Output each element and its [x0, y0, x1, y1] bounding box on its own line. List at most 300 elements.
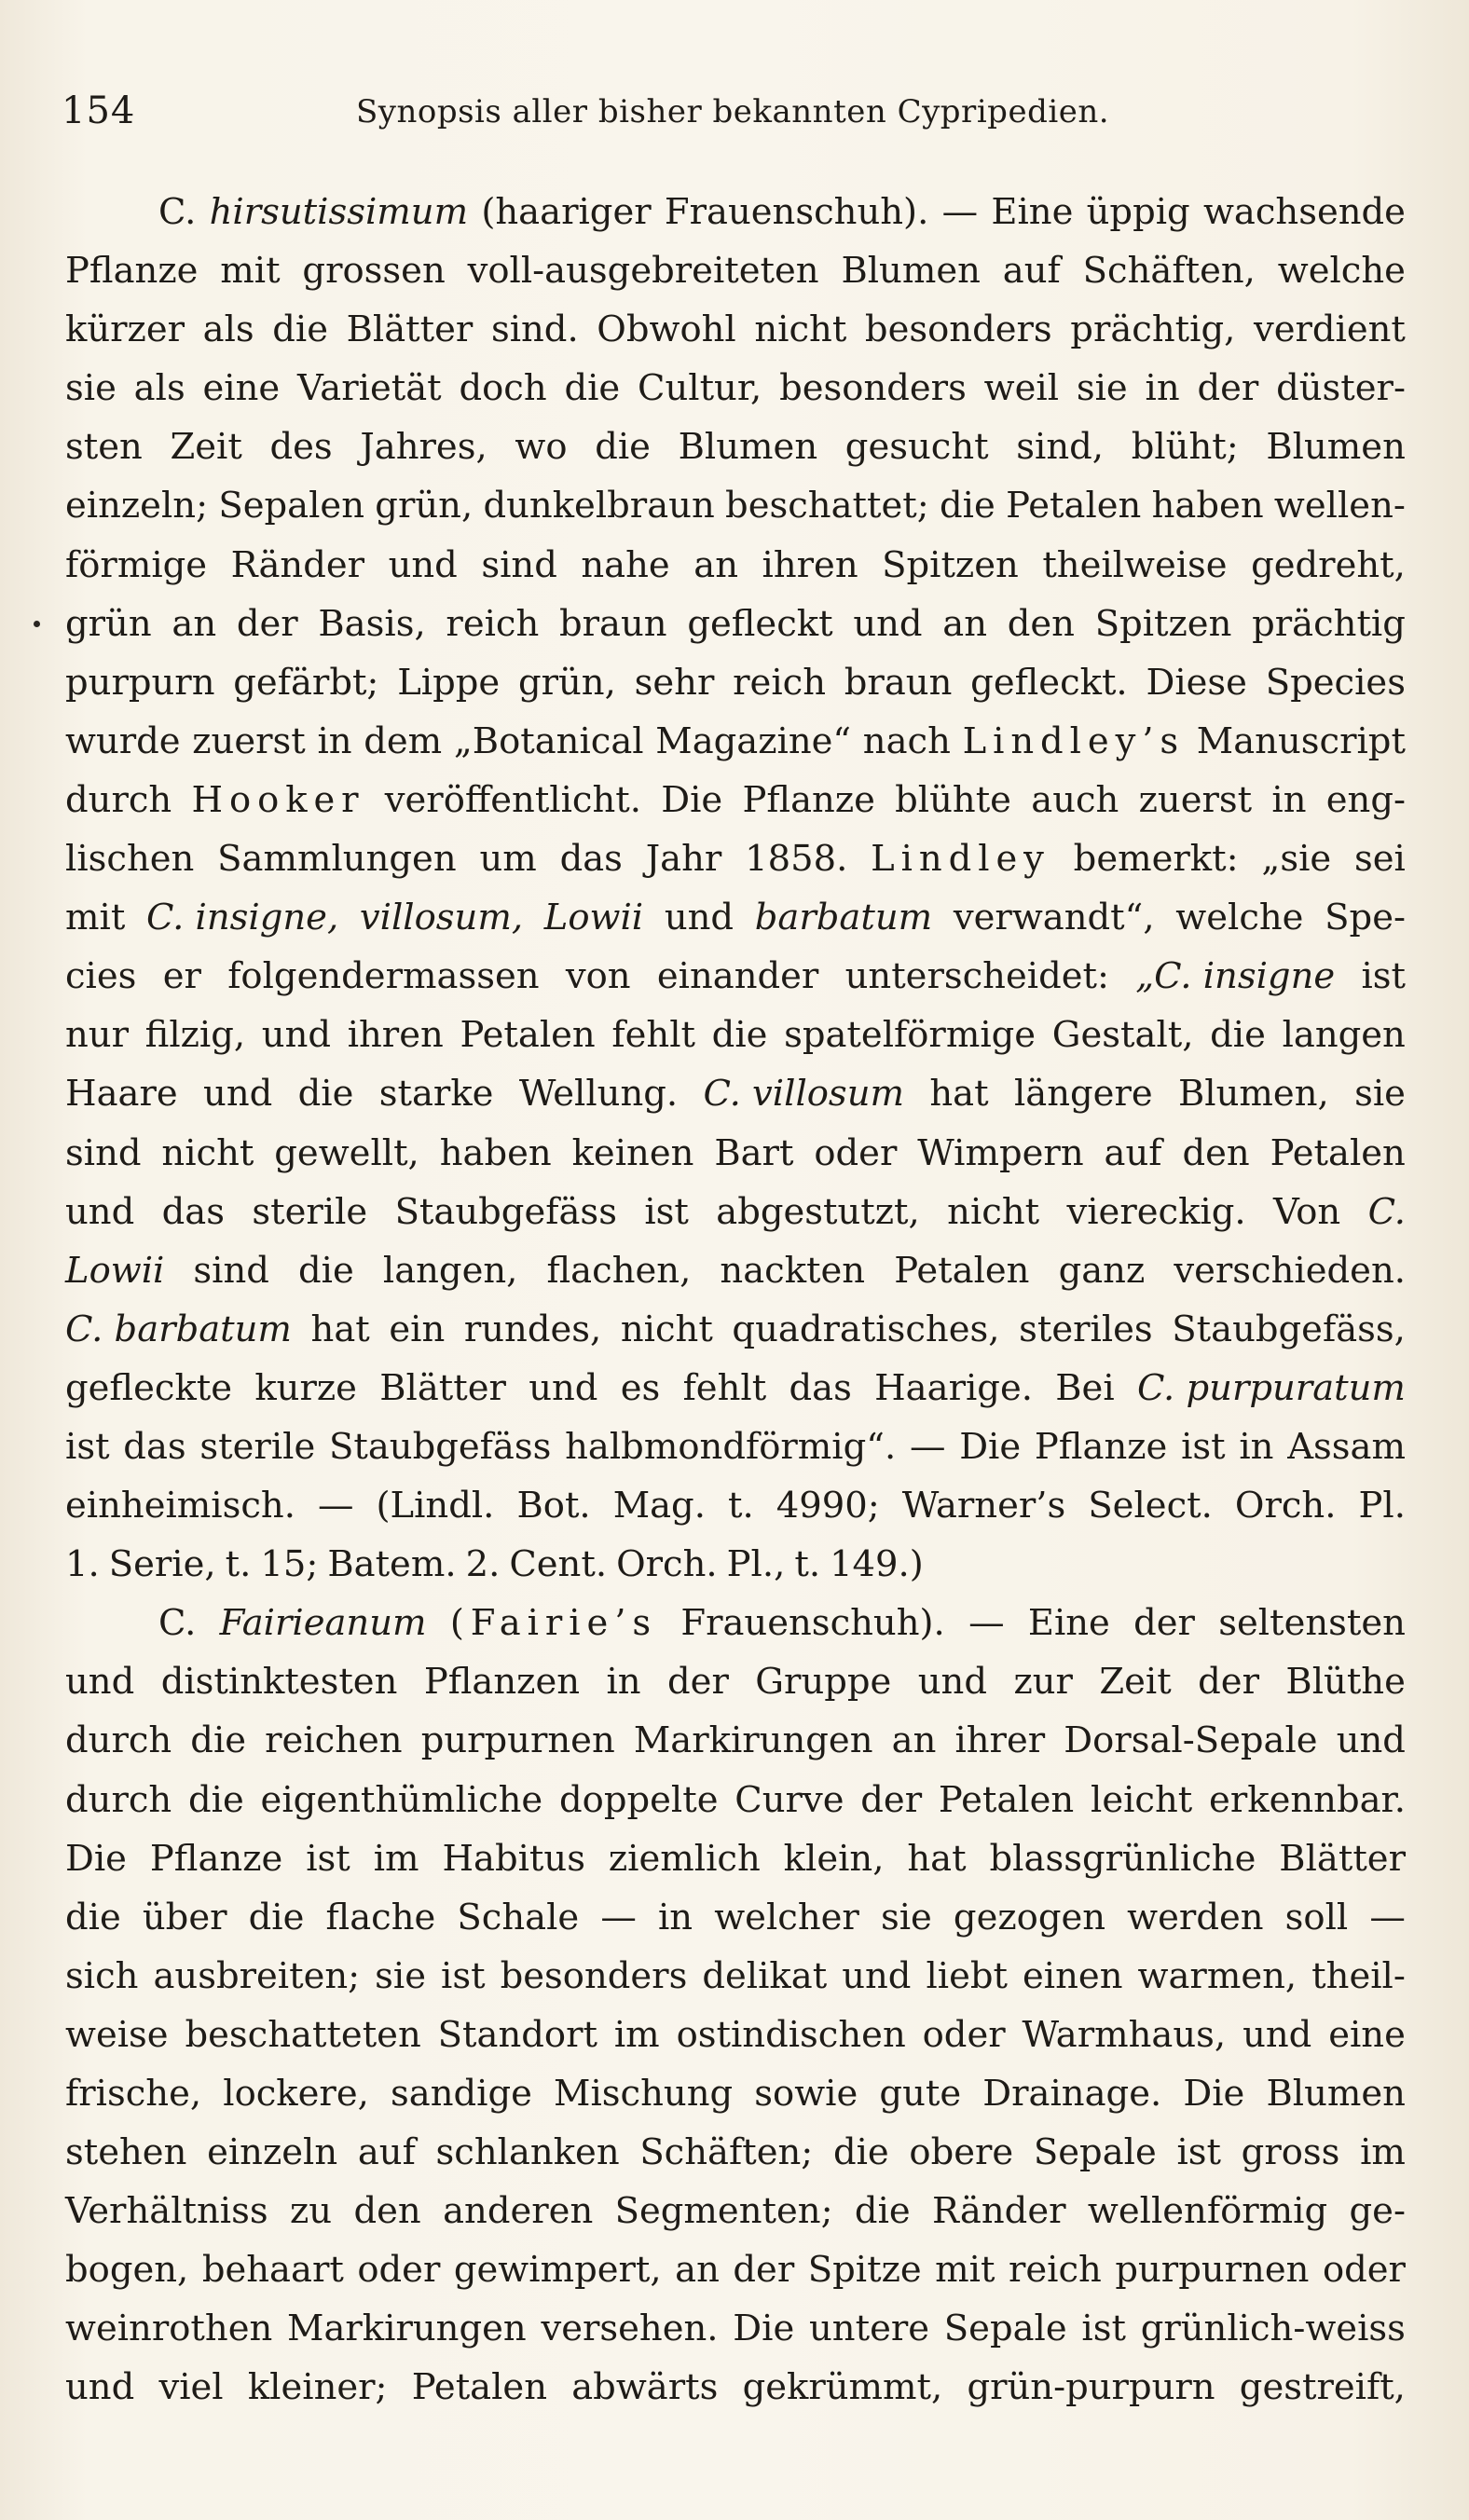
text-word: prächtig,: [1070, 308, 1236, 351]
text-word: Segmenten;: [614, 2190, 833, 2233]
text-word: Bart: [714, 1131, 794, 1174]
text-word: die: [297, 1073, 354, 1116]
text-word: Petalen: [411, 2366, 548, 2409]
text-word: düster-: [1276, 367, 1406, 410]
text-word: Sepale: [1033, 2131, 1157, 2174]
text-word: „sie: [1261, 838, 1332, 881]
text-word: Blumen: [841, 250, 981, 293]
text-word: Lindley’s: [962, 719, 1186, 762]
text-word: viereckig.: [1066, 1190, 1246, 1233]
text-word: besonders: [864, 308, 1052, 351]
text-word: „C. insigne: [1135, 955, 1336, 998]
text-word: cies: [65, 955, 137, 998]
text-word: mit: [935, 2249, 995, 2292]
text-word: folgendermassen: [227, 955, 540, 998]
page-header: [62, 89, 1404, 145]
text-word: gewimpert,: [453, 2249, 662, 2292]
text-word: in: [657, 1896, 693, 1938]
text-word: verwandt“,: [953, 897, 1155, 939]
text-word: Die: [1183, 2073, 1245, 2115]
text-word: Schale: [457, 1896, 580, 1938]
text-word: oder: [922, 2013, 1006, 2056]
text-line: [65, 1064, 1406, 1123]
text-line: [65, 1359, 1406, 1418]
text-word: Orch.: [616, 1543, 718, 1586]
text-word: sie: [375, 1954, 427, 1997]
text-word: filzig,: [144, 1014, 246, 1057]
text-word: stehen: [65, 2131, 187, 2174]
text-word: grossen: [302, 250, 446, 293]
text-word: distinktesten: [160, 1661, 398, 1704]
text-line: [65, 1888, 1406, 1947]
text-word: an: [693, 543, 738, 586]
text-word: dunkelbraun: [483, 485, 715, 527]
text-word: zur: [1013, 1661, 1073, 1704]
text-word: und: [388, 543, 458, 586]
margin-dot: [34, 621, 40, 627]
text-word: braun: [559, 602, 667, 645]
text-word: Frauenschuh).: [664, 191, 929, 233]
text-word: das: [789, 1366, 852, 1409]
text-word: „Botanical: [453, 719, 644, 762]
text-word: halbmondförmig“.: [565, 1425, 897, 1468]
text-line: [65, 712, 1406, 771]
text-word: Serie,: [108, 1543, 216, 1586]
text-word: sei: [1354, 838, 1406, 881]
text-word: —: [968, 1602, 1005, 1645]
text-word: in: [1145, 367, 1180, 410]
running-title: Synopsis aller bisher bekannten Cypripedien.: [355, 93, 1110, 130]
text-word: 149.): [830, 1543, 924, 1586]
text-word: durch: [65, 1778, 172, 1821]
text-word: Blätter: [346, 308, 474, 351]
text-word: die: [190, 1719, 247, 1762]
text-word: Bot.: [516, 1485, 591, 1527]
text-word: ist: [441, 1954, 486, 1997]
text-word: nur: [65, 1014, 129, 1057]
text-word: das: [123, 1425, 186, 1468]
text-word: hat: [310, 1308, 370, 1350]
text-word: Dorsal-Sepale: [1064, 1719, 1318, 1762]
text-word: sind.: [490, 308, 579, 351]
text-word: sich: [65, 1954, 139, 1997]
text-word: einzeln: [207, 2131, 338, 2174]
text-word: langen,: [382, 1249, 518, 1292]
text-word: Blätter: [1279, 1837, 1406, 1880]
text-word: und: [65, 2366, 135, 2409]
text-word: längere: [1013, 1073, 1153, 1116]
text-word: untere: [809, 2308, 930, 2350]
text-word: Staubgefäss: [328, 1425, 552, 1468]
text-word: (Lindl.: [376, 1485, 495, 1527]
text-word: die: [272, 308, 329, 351]
text-line: [65, 888, 1406, 947]
text-word: abwärts: [571, 2366, 719, 2409]
text-word: viel: [158, 2366, 224, 2409]
text-word: sind: [193, 1249, 269, 1292]
text-word: sterile: [199, 1425, 316, 1468]
text-word: bemerkt:: [1073, 838, 1239, 881]
text-word: Blumen: [1266, 2073, 1406, 2115]
text-word: sehr: [634, 661, 715, 704]
text-word: delikat: [702, 1954, 828, 1997]
text-word: 15;: [260, 1543, 319, 1586]
text-word: die: [595, 426, 651, 469]
text-word: Species: [1265, 661, 1406, 704]
text-word: purpurn: [65, 661, 215, 704]
text-word: leicht: [1091, 1778, 1193, 1821]
text-word: obere: [909, 2131, 1014, 2174]
text-word: Basis,: [318, 602, 426, 645]
text-word: eigenthümliche: [260, 1778, 543, 1821]
text-word: ist: [65, 1425, 110, 1468]
text-word: Pflanze: [1034, 1425, 1168, 1468]
text-word: warmen,: [1137, 1954, 1297, 1997]
text-word: Eine: [991, 191, 1074, 233]
text-word: einen: [1023, 1954, 1123, 1997]
text-line: [65, 1300, 1406, 1359]
text-line: [65, 2240, 1406, 2299]
text-word: Spitzen: [882, 543, 1019, 586]
text-word: frische,: [65, 2073, 202, 2115]
text-word: Petalen: [1006, 485, 1142, 527]
text-word: das: [559, 838, 623, 881]
text-line: [65, 1829, 1406, 1888]
text-word: sowie: [754, 2073, 858, 2115]
text-word: C.: [158, 191, 197, 233]
text-word: besonders: [500, 1954, 688, 1997]
text-word: der: [1197, 367, 1259, 410]
text-line: [65, 418, 1406, 476]
text-word: abgestutzt,: [716, 1190, 920, 1233]
text-word: ge-: [1349, 2190, 1406, 2233]
text-word: einzeln;: [65, 485, 209, 527]
text-word: Blumen: [678, 426, 818, 469]
text-word: Pflanze: [65, 250, 199, 293]
text-word: gefleckt.: [970, 661, 1128, 704]
text-word: klein,: [783, 1837, 885, 1880]
text-word: reichen: [265, 1719, 403, 1762]
text-word: (Fairie’s: [449, 1602, 658, 1645]
text-line: [65, 771, 1406, 829]
text-word: Pflanze: [149, 1837, 283, 1880]
text-word: durch: [65, 1719, 172, 1762]
text-word: 1858.: [745, 838, 848, 881]
text-word: villosum,: [359, 897, 524, 939]
text-word: Pflanze: [742, 778, 875, 821]
text-word: der: [1198, 1661, 1259, 1704]
text-word: Mischung: [554, 2073, 734, 2115]
text-word: haben: [1151, 485, 1264, 527]
page-number: 154: [62, 89, 136, 132]
text-word: Gruppe: [755, 1661, 892, 1704]
text-word: zu: [290, 2190, 333, 2233]
text-word: Staubgefäss,: [1172, 1308, 1406, 1350]
text-word: die: [188, 1778, 244, 1821]
text-word: voll-ausgebreiteten: [467, 250, 819, 293]
text-line: [65, 2299, 1406, 2358]
text-word: Assam: [1287, 1425, 1406, 1468]
text-word: grün: [65, 602, 152, 645]
text-word: Blätter: [379, 1366, 506, 1409]
text-word: welcher: [714, 1896, 859, 1938]
text-word: schlanken: [435, 2131, 620, 2174]
text-word: Ränder: [932, 2190, 1066, 2233]
text-word: zuerst: [192, 719, 306, 762]
text-word: in: [1271, 778, 1307, 821]
text-word: beschatteten: [185, 2013, 421, 2056]
text-word: Orch.: [1234, 1485, 1337, 1527]
text-word: doppelte: [559, 1778, 719, 1821]
text-word: auf: [357, 2131, 416, 2174]
text-word: beschattet;: [725, 485, 929, 527]
text-word: sind,: [1016, 426, 1105, 469]
text-line: [65, 2064, 1406, 2123]
text-word: —: [318, 1485, 354, 1527]
text-word: reich: [733, 661, 826, 704]
text-word: Frauenschuh).: [680, 1602, 945, 1645]
text-word: blühte: [895, 778, 1011, 821]
text-word: verdient: [1253, 308, 1406, 351]
text-word: Sepale: [943, 2308, 1067, 2350]
text-word: gefärbt;: [233, 661, 379, 704]
text-word: Markirungen: [287, 2308, 527, 2350]
text-word: steriles: [1019, 1308, 1153, 1350]
text-word: Jahr: [645, 838, 722, 881]
text-word: Curve: [734, 1778, 844, 1821]
text-word: die: [298, 1249, 354, 1292]
text-word: und: [853, 602, 923, 645]
text-word: Lindley: [871, 838, 1050, 881]
text-word: das: [161, 1190, 225, 1233]
text-word: die: [854, 2190, 911, 2233]
text-word: die: [711, 1014, 768, 1057]
text-word: Sammlungen: [217, 838, 457, 881]
text-word: seltensten: [1218, 1602, 1406, 1645]
text-word: sind: [481, 543, 557, 586]
text-word: Standort: [437, 2013, 597, 2056]
text-word: und: [664, 897, 734, 939]
text-line: [65, 1535, 1406, 1594]
text-word: oder: [357, 2249, 441, 2292]
text-word: hat: [929, 1073, 989, 1116]
text-word: und: [917, 1661, 988, 1704]
text-word: bogen,: [65, 2249, 189, 2292]
text-word: Gestalt,: [1051, 1014, 1194, 1057]
text-word: als: [133, 367, 185, 410]
text-word: an: [172, 602, 217, 645]
text-line: [65, 1771, 1406, 1829]
text-word: oder: [1322, 2249, 1406, 2292]
text-word: oder: [814, 1131, 898, 1174]
text-word: Eine: [1027, 1602, 1110, 1645]
text-word: und: [65, 1190, 135, 1233]
text-word: nahe: [581, 543, 670, 586]
text-word: haben: [439, 1131, 552, 1174]
text-word: den: [353, 2190, 421, 2233]
text-word: sandige: [391, 2073, 532, 2115]
text-word: gross: [1241, 2131, 1340, 2174]
text-word: Cultur,: [638, 367, 762, 410]
text-word: wurde: [65, 719, 181, 762]
text-line: [65, 1652, 1406, 1711]
text-word: starke: [378, 1073, 494, 1116]
text-word: grün,: [375, 485, 474, 527]
text-word: —: [1369, 1896, 1406, 1938]
text-word: ein: [389, 1308, 446, 1350]
text-word: ziemlich: [608, 1837, 761, 1880]
text-word: ganz: [1058, 1249, 1146, 1292]
text-line: [65, 1711, 1406, 1770]
text-word: Haare: [65, 1073, 178, 1116]
text-word: und: [203, 1073, 273, 1116]
text-word: Staubgefäss: [394, 1190, 617, 1233]
text-word: C.: [158, 1602, 197, 1645]
text-word: ist: [1181, 1425, 1226, 1468]
text-word: ist: [1176, 2131, 1221, 2174]
text-word: mit: [65, 897, 126, 939]
text-word: nackten: [720, 1249, 866, 1292]
text-word: wellen-: [1273, 485, 1406, 527]
text-word: Lowii: [543, 897, 644, 939]
text-word: C.: [1367, 1190, 1406, 1233]
text-word: Haarige.: [874, 1366, 1033, 1409]
text-line: [65, 183, 1406, 241]
text-line: [65, 1183, 1406, 1241]
text-word: soll: [1284, 1896, 1349, 1938]
text-word: auf: [1002, 250, 1061, 293]
text-word: Petalen: [1270, 1131, 1406, 1174]
text-line: [65, 653, 1406, 712]
text-word: Spe-: [1325, 897, 1406, 939]
text-word: t.: [794, 1543, 821, 1586]
text-word: der: [860, 1778, 923, 1821]
text-word: sind: [65, 1131, 142, 1174]
text-word: Jahres,: [360, 426, 487, 469]
text-word: um: [479, 838, 537, 881]
text-word: versehen.: [541, 2308, 719, 2350]
text-word: weil: [983, 367, 1060, 410]
text-line: [65, 1594, 1406, 1652]
text-word: Markirungen: [633, 1719, 873, 1762]
text-word: Spitze: [807, 2249, 922, 2292]
text-word: eng-: [1325, 778, 1406, 821]
text-word: im: [373, 1837, 419, 1880]
text-word: Mag.: [612, 1485, 706, 1527]
text-word: nach: [862, 719, 951, 762]
text-word: sie: [880, 1896, 932, 1938]
text-word: von: [565, 955, 631, 998]
text-word: (haariger: [481, 191, 652, 233]
text-word: gestreift,: [1239, 2366, 1406, 2409]
text-word: die: [248, 1896, 305, 1938]
text-word: kürzer: [65, 308, 185, 351]
text-word: an: [891, 1719, 937, 1762]
text-word: ist: [306, 1837, 350, 1880]
text-word: flachen,: [546, 1249, 692, 1292]
text-word: quadratisches,: [732, 1308, 1000, 1350]
text-word: gefleckt: [687, 602, 833, 645]
text-word: weise: [65, 2013, 169, 2056]
text-word: in: [317, 719, 352, 762]
text-word: auf: [1104, 1131, 1162, 1174]
text-word: Die: [661, 778, 723, 821]
text-word: werden: [1127, 1896, 1264, 1938]
text-line: [65, 2006, 1406, 2064]
text-word: an: [675, 2249, 720, 2292]
text-word: die: [832, 2131, 889, 2174]
text-word: purpurnen: [1115, 2249, 1310, 2292]
text-word: reich: [446, 602, 540, 645]
body-text: [65, 183, 1406, 2417]
text-word: zuerst: [1138, 778, 1253, 821]
text-word: —: [600, 1896, 637, 1938]
text-word: und: [1336, 1719, 1406, 1762]
text-word: 2.: [465, 1543, 501, 1586]
text-word: Fairieanum: [219, 1602, 427, 1645]
text-word: gute: [879, 2073, 962, 2115]
text-word: Spitzen: [1094, 602, 1232, 645]
text-word: spatelförmige: [784, 1014, 1037, 1057]
text-word: sterile: [252, 1190, 368, 1233]
text-word: Petalen: [938, 1778, 1075, 1821]
text-word: Pl.,: [726, 1543, 786, 1586]
text-word: hat: [907, 1837, 967, 1880]
text-word: C. purpuratum: [1136, 1366, 1406, 1409]
text-word: unterscheidet:: [844, 955, 1109, 998]
text-word: Varietät: [297, 367, 442, 410]
text-word: die: [1210, 1014, 1266, 1057]
text-word: förmige: [65, 543, 208, 586]
text-word: und: [261, 1014, 332, 1057]
text-word: üppig: [1086, 191, 1190, 233]
text-word: t.: [727, 1485, 754, 1527]
text-word: gesucht: [844, 426, 989, 469]
text-word: Ränder: [230, 543, 365, 586]
text-word: eine: [202, 367, 281, 410]
text-word: Warner’s: [901, 1485, 1066, 1527]
text-word: wellenförmig: [1087, 2190, 1328, 2233]
text-word: einheimisch.: [65, 1485, 295, 1527]
text-word: gewellt,: [274, 1131, 419, 1174]
text-word: ist: [1081, 2308, 1126, 2350]
text-line: [65, 2123, 1406, 2182]
text-line: [65, 1241, 1406, 1300]
text-word: Zeit: [1099, 1661, 1172, 1704]
text-word: langen: [1282, 1014, 1406, 1057]
text-word: in: [606, 1661, 641, 1704]
text-word: keinen: [571, 1131, 694, 1174]
text-word: der: [1133, 1602, 1195, 1645]
text-word: fehlt: [611, 1014, 696, 1057]
text-word: flache: [325, 1896, 436, 1938]
text-word: lockere,: [223, 2073, 369, 2115]
text-line: [65, 359, 1406, 418]
text-word: Pflanzen: [423, 1661, 581, 1704]
text-word: Schäften,: [1082, 250, 1256, 293]
text-line: [65, 300, 1406, 359]
text-word: im: [613, 2013, 660, 2056]
text-word: sie: [1076, 367, 1128, 410]
text-word: ausbreiten;: [153, 1954, 361, 1997]
text-word: an: [942, 602, 988, 645]
text-word: Petalen: [460, 1014, 596, 1057]
text-word: ostindischen: [676, 2013, 906, 2056]
text-line: [65, 2182, 1406, 2240]
text-word: Petalen: [894, 1249, 1030, 1292]
text-word: Bei: [1055, 1366, 1115, 1409]
text-word: t.: [225, 1543, 252, 1586]
